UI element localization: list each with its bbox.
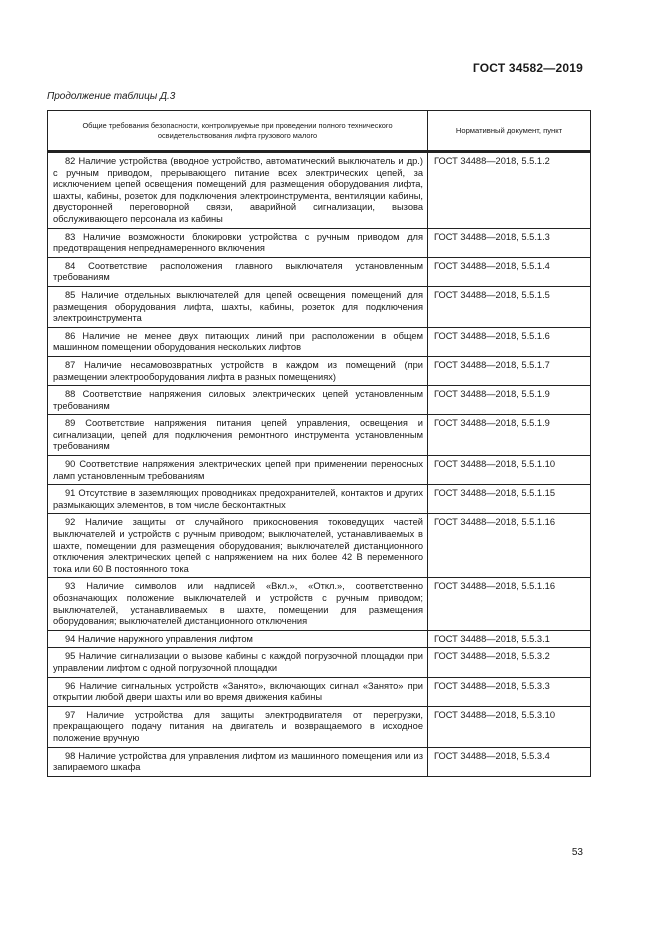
requirement-number: 87 xyxy=(65,359,76,370)
normative-reference-cell: ГОСТ 34488—2018, 5.5.1.15 xyxy=(428,485,591,514)
requirement-text: Наличие наружного управления лифтом xyxy=(77,633,253,644)
requirement-cell xyxy=(48,356,428,385)
normative-reference-cell: ГОСТ 34488—2018, 5.5.1.2 xyxy=(428,152,591,228)
requirement-cell xyxy=(48,386,428,415)
page-number: 53 xyxy=(571,847,583,858)
table-header-row xyxy=(48,111,591,151)
requirement-cell xyxy=(48,286,428,327)
normative-reference-cell: ГОСТ 34488—2018, 5.5.1.9 xyxy=(428,415,591,456)
table-row xyxy=(48,485,591,514)
table-row xyxy=(48,386,591,415)
requirement-cell xyxy=(48,257,428,286)
requirement-text: Наличие символов или надписей «Вкл.», «Откл.», соответственно обозначающих положение выключателей и устройств с ручным приводом; выключателей, устанавливаемых в шахте, помещении для размещения оборудования; выключателей дистанционного отключения xyxy=(53,581,424,627)
requirement-text: Наличие сигнализации о вызове кабины с каждой погрузочной площадки при управлении лифтом с одной погрузочной площадки xyxy=(53,651,423,673)
requirement-cell xyxy=(48,327,428,356)
requirement-text: Наличие устройства для управления лифтом из машинного помещения или из запираемого шкафа xyxy=(53,750,424,773)
requirement-cell xyxy=(48,578,428,630)
requirement-number: 94 xyxy=(65,633,76,644)
normative-reference-cell: ГОСТ 34488—2018, 5.5.3.3 xyxy=(428,677,591,706)
requirement-text: Соответствие напряжения питания цепей управления, освещения и сигнализации, цепей для подключения ремонтного инструмента установленным требованиям xyxy=(53,418,423,452)
requirement-number: 85 xyxy=(65,289,76,300)
requirement-cell xyxy=(48,485,428,514)
requirement-number: 90 xyxy=(65,459,76,470)
requirement-number: 92 xyxy=(65,517,76,528)
table-row xyxy=(48,648,591,677)
column-header-requirements: Общие требования безопасности, контролируемые при проведении полного технического освидетельствования лифта грузового малого xyxy=(48,111,428,151)
requirement-number: 97 xyxy=(65,709,76,720)
normative-reference-cell: ГОСТ 34488—2018, 5.5.1.7 xyxy=(428,356,591,385)
requirement-cell xyxy=(48,514,428,578)
normative-reference-cell: ГОСТ 34488—2018, 5.5.3.10 xyxy=(428,706,591,747)
requirement-number: 91 xyxy=(65,488,76,499)
requirement-text: Соответствие расположения главного выключателя установленным требованиям xyxy=(53,260,423,283)
normative-reference-cell: ГОСТ 34488—2018, 5.5.1.4 xyxy=(428,257,591,286)
requirement-text: Наличие сигнальных устройств «Занято», включающих сигнал «Занято» при открытии любой двери шахты или во время движения кабины xyxy=(53,680,423,703)
requirement-number: 83 xyxy=(65,231,76,242)
normative-reference-cell: ГОСТ 34488—2018, 5.5.1.10 xyxy=(428,456,591,485)
requirement-text: Наличие возможности блокировки устройства с ручным приводом для предотвращения непреднамеренного включения xyxy=(53,231,423,254)
requirement-text: Соответствие напряжения электрических цепей при применении переносных ламп установленным требованиям xyxy=(53,459,423,481)
normative-reference-cell: ГОСТ 34488—2018, 5.5.1.16 xyxy=(428,514,591,578)
table-row xyxy=(48,356,591,385)
table-row xyxy=(48,630,591,648)
normative-reference-cell: ГОСТ 34488—2018, 5.5.3.2 xyxy=(428,648,591,677)
requirement-number: 88 xyxy=(65,389,76,400)
normative-reference-cell: ГОСТ 34488—2018, 5.5.3.4 xyxy=(428,747,591,776)
requirement-text: Наличие устройства для защиты электродвигателя от перегрузки, прекращающего подачу питания на двигатель и возвращаемого в исходное положение вручную xyxy=(53,709,423,743)
table-row xyxy=(48,706,591,747)
normative-reference-cell: ГОСТ 34488—2018, 5.5.1.9 xyxy=(428,386,591,415)
table-row xyxy=(48,677,591,706)
requirement-number: 98 xyxy=(65,750,76,761)
requirement-cell xyxy=(48,152,428,228)
normative-reference-cell: ГОСТ 34488—2018, 5.5.3.1 xyxy=(428,630,591,648)
column-header-normative-document: Нормативный документ, пункт xyxy=(428,111,591,151)
requirement-cell xyxy=(48,677,428,706)
table-row xyxy=(48,415,591,456)
table-row xyxy=(48,456,591,485)
normative-reference-cell: ГОСТ 34488—2018, 5.5.1.3 xyxy=(428,228,591,257)
normative-reference-cell: ГОСТ 34488—2018, 5.5.1.6 xyxy=(428,327,591,356)
requirement-cell xyxy=(48,648,428,677)
requirement-text: Отсутствие в заземляющих проводниках предохранителей, контактов и других размыкающих элементов, в том числе бесконтактных xyxy=(53,488,423,510)
requirement-text: Наличие защиты от случайного прикосновения токоведущих частей выключателей и устройств с ручным приводом; выключателей, устанавливаемых в шахте, помещении для размещения оборудования; выключателей дистанционного отключения электрических цепей с напряжением на них более 42 В переменного тока или 60 В постоянного тока xyxy=(53,517,423,574)
requirement-number: 84 xyxy=(65,260,76,271)
requirement-text: Наличие несамовозвратных устройств в каждом из помещений (при размещении электрооборудования лифта в разных помещениях) xyxy=(53,359,423,382)
requirement-cell xyxy=(48,747,428,776)
table-body xyxy=(48,152,591,776)
table-row xyxy=(48,152,591,228)
table-row xyxy=(48,514,591,578)
requirement-cell xyxy=(48,630,428,648)
table-row xyxy=(48,327,591,356)
table-row xyxy=(48,747,591,776)
requirement-cell xyxy=(48,228,428,257)
requirement-text: Наличие не менее двух питающих линий при расположении в общем машинном помещении оборудования нескольких лифтов xyxy=(53,330,423,353)
requirement-number: 93 xyxy=(65,581,76,592)
document-designation: ГОСТ 34582—2019 xyxy=(472,61,583,75)
requirement-text: Наличие устройства (вводное устройство, автоматический выключатель и др.) с ручным приводом, прерывающего питание всех электрических цепей, за исключением цепей освещения помещений для размещения оборудования лифта, шахты, кабины, розеток для подключения электроинструмента, вентиляции кабины, двусторонней переговорной связи, аварийной сигнализации, вызова обслуживающего персонала из кабины xyxy=(53,156,423,224)
requirement-text: Наличие отдельных выключателей для цепей освещения помещений для размещения оборудования лифта, шахты, кабины, розеток для подключения электроинструмента xyxy=(53,289,423,324)
table-row xyxy=(48,228,591,257)
requirement-cell xyxy=(48,415,428,456)
requirement-text: Соответствие напряжения силовых электрических цепей установленным требованиям xyxy=(53,389,423,411)
table-row xyxy=(48,257,591,286)
requirements-table xyxy=(47,110,591,777)
requirement-number: 86 xyxy=(65,330,76,341)
requirement-number: 95 xyxy=(65,651,76,662)
normative-reference-cell: ГОСТ 34488—2018, 5.5.1.16 xyxy=(428,578,591,630)
table-continuation-label: Продолжение таблицы Д.3 xyxy=(47,91,176,102)
table-row xyxy=(48,578,591,630)
requirement-number: 96 xyxy=(65,680,76,691)
requirement-cell xyxy=(48,706,428,747)
normative-reference-cell: ГОСТ 34488—2018, 5.5.1.5 xyxy=(428,286,591,327)
table-row xyxy=(48,286,591,327)
requirement-number: 82 xyxy=(65,156,76,166)
requirement-number: 89 xyxy=(65,418,76,429)
requirement-cell xyxy=(48,456,428,485)
